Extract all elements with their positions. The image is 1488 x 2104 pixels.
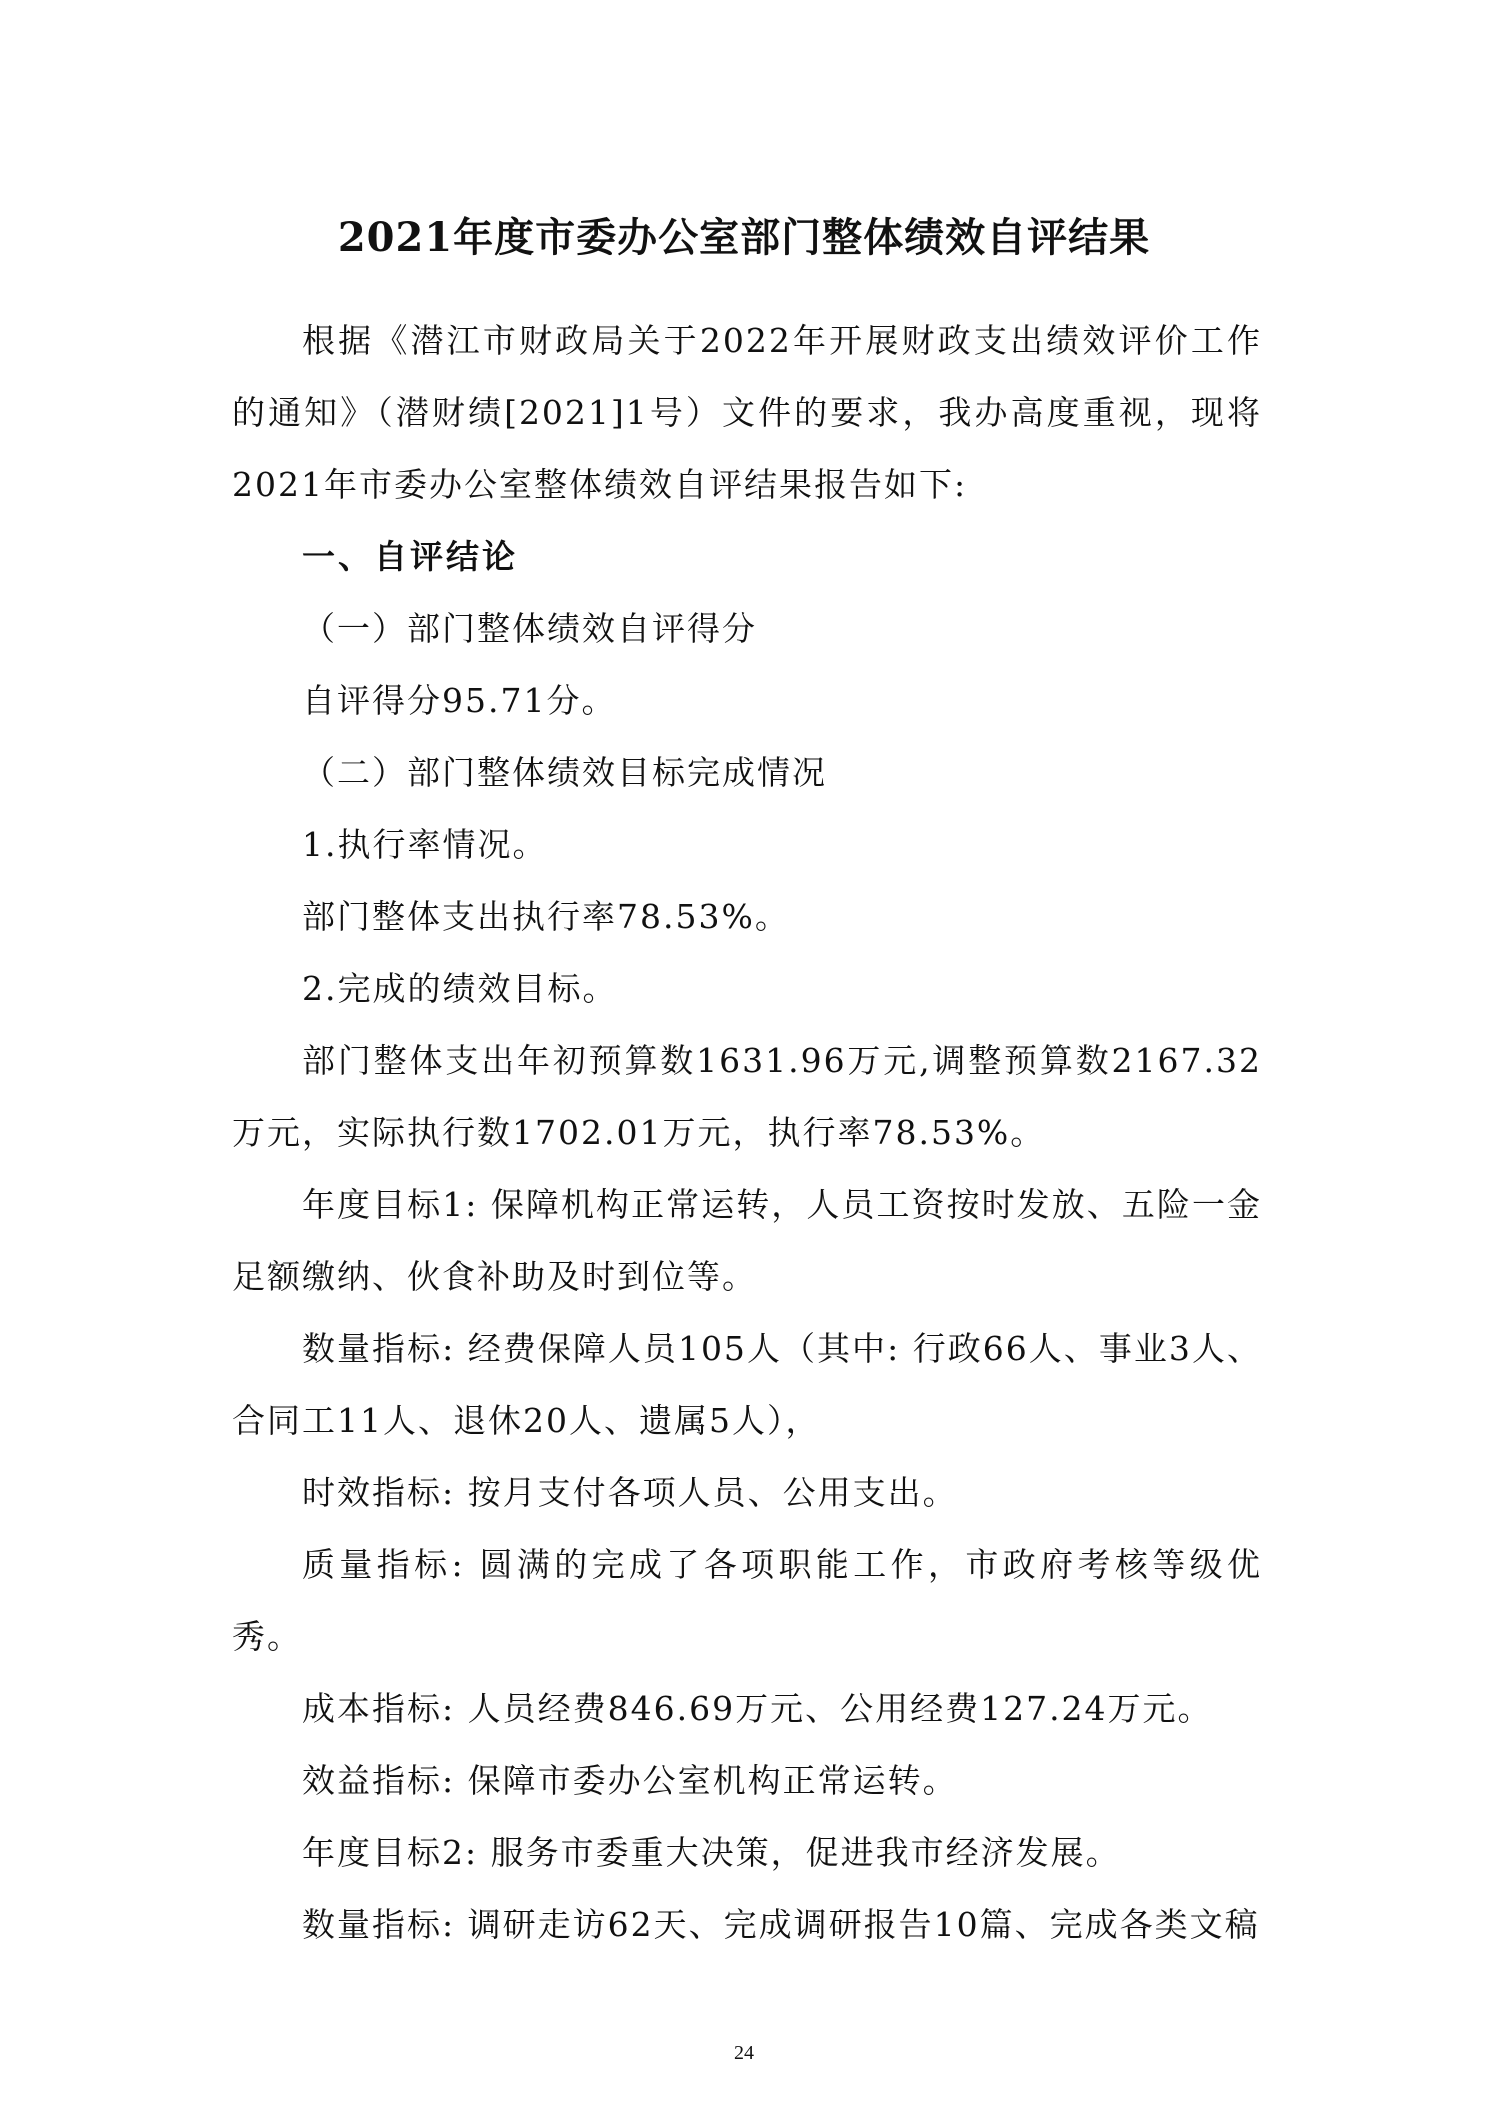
quantity-indicator-2: 数量指标: 调研走访62天、完成调研报告10篇、完成各类文稿 bbox=[302, 1905, 1260, 1944]
benefit-indicator: 效益指标: 保障市委办公室机构正常运转。 bbox=[302, 1761, 958, 1800]
subsection-heading-goals: （二）部门整体绩效目标完成情况 bbox=[302, 753, 827, 792]
document-body bbox=[232, 305, 1262, 1961]
cost-indicator: 成本指标: 人员经费846.69万元、公用经费127.24万元。 bbox=[302, 1689, 1213, 1728]
item-execution-rate-heading: 1.执行率情况。 bbox=[302, 825, 548, 864]
quality-indicator: 质量指标: 圆满的完成了各项职能工作，市政府考核等级优秀。 bbox=[232, 1545, 1262, 1656]
section-heading-conclusion: 一、自评结论 bbox=[302, 537, 518, 576]
page-title: 2021年度市委办公室部门整体绩效自评结果 bbox=[337, 214, 1151, 261]
subsection-heading-score: （一）部门整体绩效自评得分 bbox=[302, 609, 757, 648]
intro-paragraph: 根据《潜江市财政局关于2022年开展财政支出绩效评价工作的通知》（潜财绩[2021]1号）文件的要求，我办高度重视，现将2021年市委办公室整体绩效自评结果报告如下: bbox=[232, 321, 1262, 504]
score-text: 自评得分95.71分。 bbox=[302, 681, 617, 720]
annual-goal-2: 年度目标2: 服务市委重大决策，促进我市经济发展。 bbox=[302, 1833, 1121, 1872]
page-number: 24 bbox=[734, 2042, 754, 2064]
budget-paragraph: 部门整体支出年初预算数1631.96万元,调整预算数2167.32万元，实际执行数1702.01万元，执行率78.53%。 bbox=[232, 1041, 1262, 1152]
quantity-indicator-1: 数量指标: 经费保障人员105人（其中: 行政66人、事业3人、合同工11人、退休20人、遗属5人）， bbox=[232, 1329, 1262, 1440]
execution-rate-text: 部门整体支出执行率78.53%。 bbox=[302, 897, 790, 936]
annual-goal-1: 年度目标1: 保障机构正常运转，人员工资按时发放、五险一金足额缴纳、伙食补助及时到位等。 bbox=[232, 1185, 1262, 1296]
timeliness-indicator: 时效指标: 按月支付各项人员、公用支出。 bbox=[302, 1473, 958, 1512]
item-completed-goals-heading: 2.完成的绩效目标。 bbox=[302, 969, 618, 1008]
